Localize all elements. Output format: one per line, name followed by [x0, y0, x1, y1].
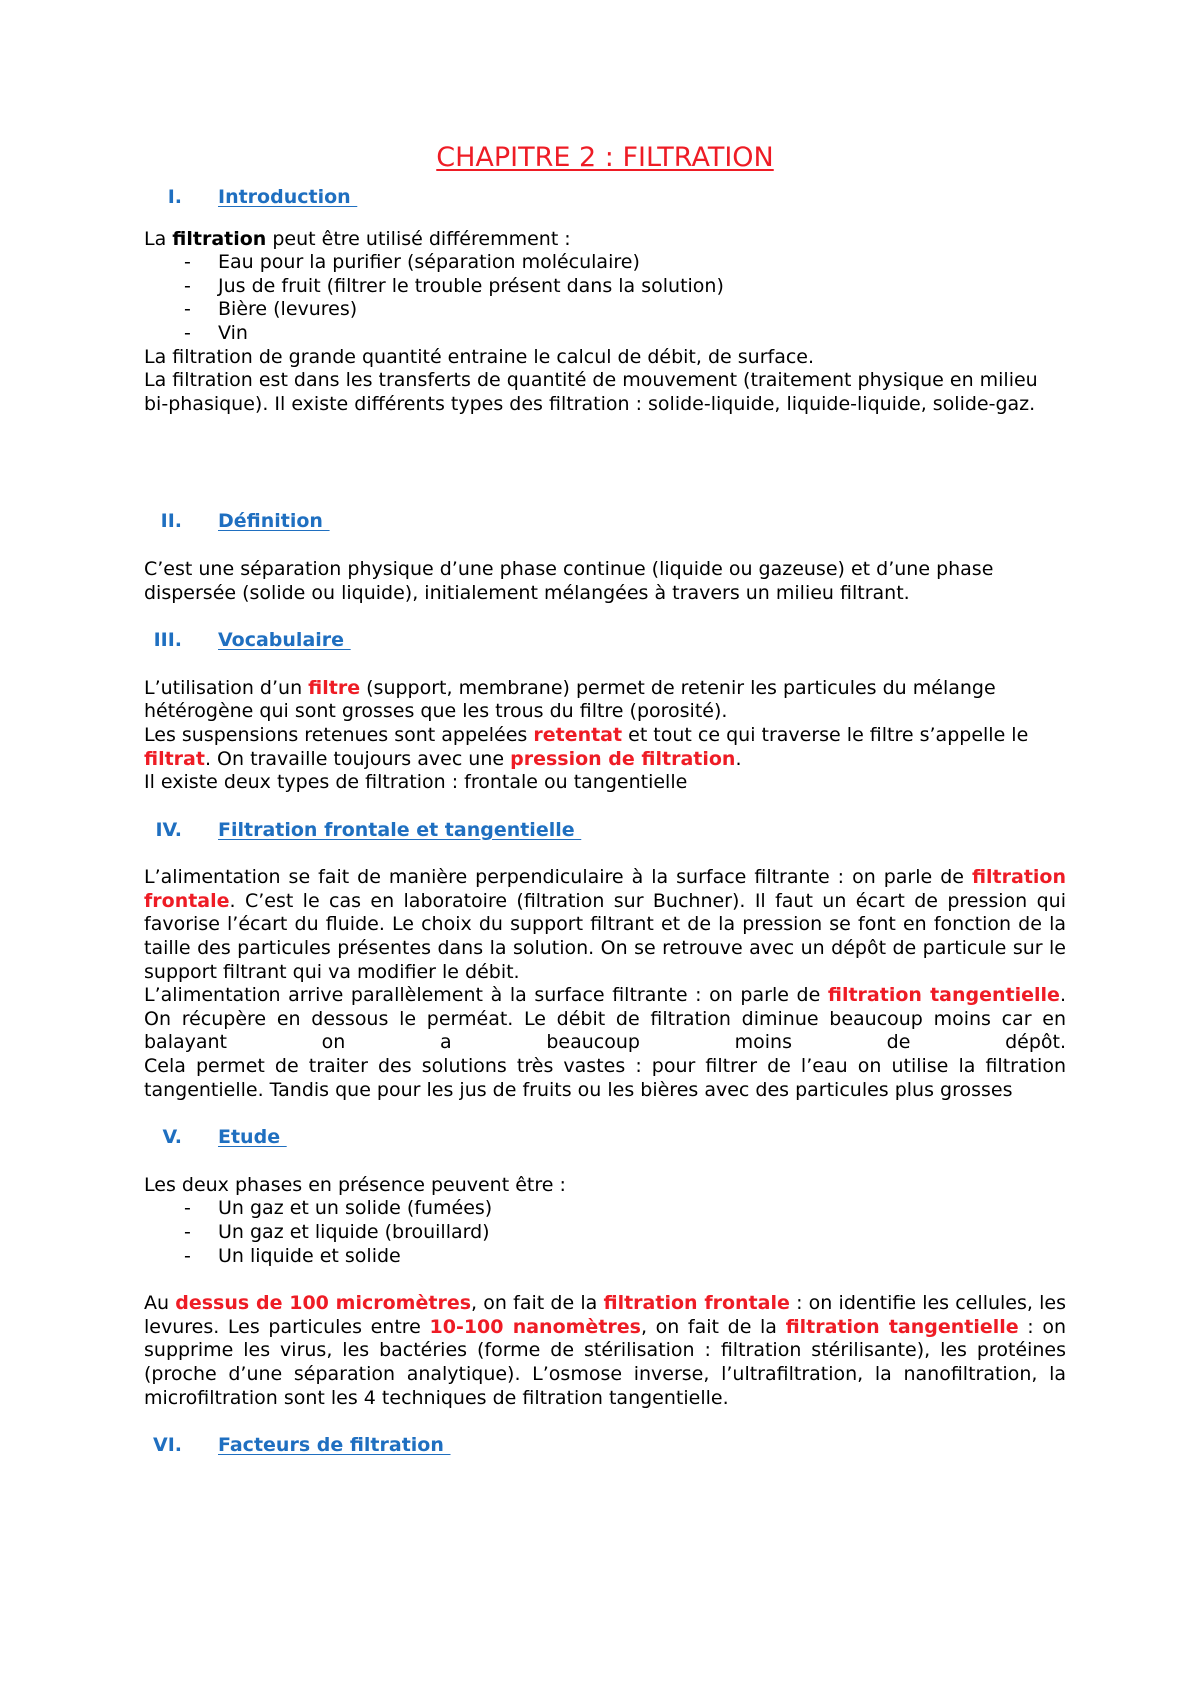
text-run: L’alimentation arrive parallèlement à la surface filtrante : on parle de: [144, 984, 828, 1007]
highlight-term: 10-100 nanomètres: [429, 1315, 641, 1338]
section-number: III.: [153, 629, 182, 652]
chapter-title: CHAPITRE 2 : FILTRATION: [436, 142, 774, 173]
vocab-paragraph-3: Il existe deux types de filtration : frontale ou tangentielle: [144, 771, 688, 794]
section-heading-introduction: [144, 186, 1066, 210]
highlight-term: retentat: [533, 723, 623, 746]
intro-paragraph-3: La filtration est dans les transferts de quantité de mouvement (traitement physique en milieu bi-phasique). Il existe différents types des filtration : solide-liquide, liquide-liquide, solide-gaz.: [144, 369, 1038, 415]
etude-paragraph-2: [144, 1292, 1066, 1410]
section-title: Filtration frontale et tangentielle: [218, 818, 582, 841]
list-item-text: Jus de fruit (filtrer le trouble présent dans la solution): [218, 274, 724, 297]
dash-bullet: -: [184, 321, 191, 344]
frontale-paragraph-3: Cela permet de traiter des solutions très vastes : pour filtrer de l’eau on utilise la filtration tangentielle. Tandis que pour les jus de fruits ou les bières avec des particules plus grosses: [144, 1055, 1066, 1101]
text-run: et tout ce qui traverse le filtre s’appelle le: [622, 723, 1029, 746]
text-run: , on fait de la: [640, 1315, 786, 1338]
text-run: peut être utilisé différemment :: [266, 227, 571, 250]
text-run: L’alimentation se fait de manière perpendiculaire à la surface filtrante : on parle de: [144, 866, 972, 889]
list-item: [144, 1221, 1066, 1245]
list-item: [144, 1245, 1066, 1269]
intro-list: [144, 251, 1066, 345]
text-run: . On récupère en dessous le perméat. Le débit de filtration diminue beaucoup moins car en balayant on a beaucoup moins de dépôt.: [144, 984, 1066, 1054]
highlight-term: pression de filtration: [510, 747, 736, 770]
text-run: . C’est le cas en laboratoire (filtration sur Buchner). Il faut un écart de pression qui favorise l’écart du fluide. Le choix du support filtrant et de la pression se font en fonction de la taille des particules présentes dans la solution. On se retrouve avec un dépôt de particule sur le support filtrant qui va modifier le débit.: [144, 889, 1066, 983]
document-content: [144, 140, 1066, 1458]
highlight-term: filtration frontale: [603, 1292, 790, 1315]
text-run: Les suspensions retenues sont appelées: [144, 723, 534, 746]
list-item: [144, 322, 1066, 346]
list-item: [144, 298, 1066, 322]
list-item: [144, 251, 1066, 275]
list-item-text: Un gaz et un solide (fumées): [218, 1197, 493, 1220]
highlight-term: filtre: [308, 676, 361, 699]
highlight-term: dessus de 100 micromètres: [175, 1292, 472, 1315]
list-item-text: Vin: [218, 321, 248, 344]
intro-paragraph-2: La filtration de grande quantité entraine le calcul de débit, de surface.: [144, 345, 815, 368]
section-title: Définition: [218, 510, 330, 533]
vocab-paragraph-2: [144, 724, 1066, 771]
frontale-paragraph-1: [144, 866, 1066, 984]
section-number: II.: [160, 510, 182, 533]
section-number: V.: [162, 1126, 182, 1149]
section-number: I.: [167, 186, 182, 208]
dash-bullet: -: [184, 251, 191, 274]
list-item-text: Un liquide et solide: [218, 1244, 401, 1267]
bold-term: filtration: [172, 227, 267, 250]
section-title: Vocabulaire: [218, 629, 351, 652]
section-title: Etude: [218, 1126, 287, 1149]
highlight-term: filtration tangentielle: [827, 984, 1060, 1007]
text-run: L’utilisation d’un: [144, 676, 309, 699]
text-run: .: [735, 747, 742, 770]
highlight-term: filtration tangentielle: [785, 1315, 1019, 1338]
highlight-term: filtration frontale: [144, 866, 1066, 912]
dash-bullet: -: [184, 1197, 191, 1220]
section-heading-etude: [144, 1126, 1066, 1150]
section-heading-frontale-tangentielle: [144, 819, 1066, 843]
list-item-text: Bière (levures): [218, 298, 358, 321]
text-run: . On travaille toujours avec une: [204, 747, 511, 770]
dash-bullet: -: [184, 298, 191, 321]
list-item: [144, 275, 1066, 299]
section-number: VI.: [153, 1434, 182, 1457]
text-run: Au: [144, 1292, 176, 1315]
text-run: : on supprime les virus, les bactéries (forme de stérilisation : filtration stérilisante), les protéines (proche d’une séparation analytique). L’osmose inverse, l’ultrafiltration, la nanofiltration, la microfiltration sont les 4 techniques de filtration tangentielle.: [144, 1315, 1066, 1409]
list-item-text: Eau pour la purifier (séparation moléculaire): [218, 251, 640, 274]
text-run: : on identifie les cellules, les levures. Les particules entre: [144, 1292, 1066, 1338]
list-item-text: Un gaz et liquide (brouillard): [218, 1221, 490, 1243]
highlight-term: filtrat: [144, 747, 205, 770]
vocab-paragraph-1: [144, 677, 1066, 724]
frontale-paragraph-2: [144, 984, 1066, 1055]
section-heading-facteurs: [144, 1434, 1066, 1458]
section-number: IV.: [155, 818, 182, 841]
dash-bullet: -: [184, 1244, 191, 1267]
text-run: La: [144, 227, 173, 250]
section-heading-definition: [144, 510, 1066, 534]
text-run: , on fait de la: [471, 1292, 604, 1315]
section-title: Introduction: [218, 186, 358, 208]
dash-bullet: -: [184, 1221, 191, 1243]
etude-paragraph-1: Les deux phases en présence peuvent être :: [144, 1173, 566, 1196]
intro-paragraph-1: [144, 228, 1066, 252]
list-item: [144, 1197, 1066, 1221]
text-run: (support, membrane) permet de retenir les particules du mélange hétérogène qui sont grosses que les trous du filtre (porosité).: [144, 676, 996, 723]
dash-bullet: -: [184, 274, 191, 297]
section-title: Facteurs de filtration: [218, 1434, 451, 1457]
section-heading-vocabulaire: [144, 629, 1066, 653]
definition-paragraph: C’est une séparation physique d’une phase continue (liquide ou gazeuse) et d’une phase dispersée (solide ou liquide), initialement mélangées à travers un milieu filtrant.: [144, 557, 994, 604]
etude-list: [144, 1197, 1066, 1268]
